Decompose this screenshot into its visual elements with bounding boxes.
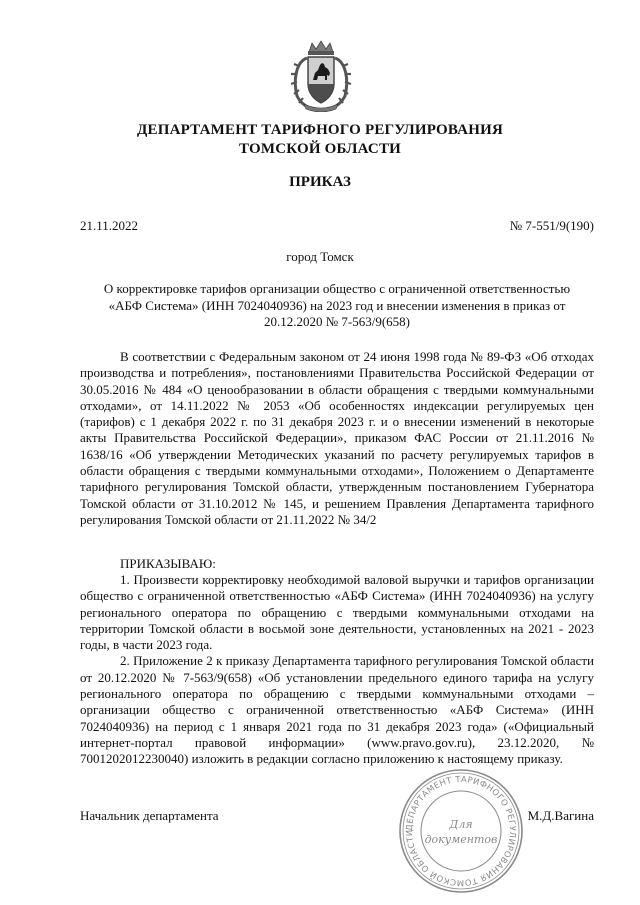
official-stamp xyxy=(398,768,524,894)
subject-line: 20.12.2020 № 7-563/9(658) xyxy=(263,314,410,329)
department-name-line2: ТОМСКОЙ ОБЛАСТИ xyxy=(238,141,402,157)
stamp-center-line1: Для xyxy=(449,818,473,831)
preamble-paragraph: В соответствии с Федеральным законом от 24 июня 1998 года № 89-ФЗ «Об отходах производства и потребления», постановлениями Правительства Российской Федерации от 30.05.2016 № 484 «О ценообразовании в области обращения с твердыми коммунальными отходами», от 14.11.2022 № 2053 «Об особенностях индексации регулируемых цен (тарифов) с 1 декабря 2022 г. по 31 декабря 2023 г. и о внесении изменений в некоторые акты Правительства Российской Федерации», приказом ФАС России от 21.11.2016 № 1638/16 «Об утверждении Методических указаний по расчету регулируемых тарифов в области обращения с твердыми коммунальными отходами», Положением о Департаменте тарифного регулирования Томской области, утвержденным постановлением Губернатора Томской области от 31.10.2012 № 145, и решением Правления Департамента тарифного регулирования Томской области от 21.11.2022 № 34/2 xyxy=(80,349,594,527)
order-date: 21.11.2022 xyxy=(80,218,139,233)
order-city: город Томск xyxy=(286,249,354,264)
order-number: № 7-551/9(190) xyxy=(509,218,594,233)
department-name-line1: ДЕПАРТАМЕНТ ТАРИФНОГО РЕГУЛИРОВАНИЯ xyxy=(137,122,503,138)
signatory-name: М.Д.Вагина xyxy=(527,808,594,823)
document-type-title: ПРИКАЗ xyxy=(289,174,351,190)
order-points xyxy=(80,572,594,768)
stamp-ring-text: ДЕПАРТАМЕНТ ТАРИФНОГО РЕГУЛИРОВАНИЯ ТОМСКОЙ ОБЛАСТИ xyxy=(403,773,519,889)
order-preamble xyxy=(80,349,594,528)
subject-line: О корректировке тарифов организации общество с ограниченной ответственностью xyxy=(103,281,571,296)
subject-line: «АБФ Система» (ИНН 7024040936) на 2023 год и внесении изменения в приказ от xyxy=(108,297,566,313)
signatory-position: Начальник департамента xyxy=(80,808,219,823)
order-directive-word: ПРИКАЗЫВАЮ: xyxy=(120,556,216,571)
stamp-center-line2: документов xyxy=(424,833,498,846)
order-subject xyxy=(80,281,594,331)
order-point-2: 2. Приложение 2 к приказу Департамента тарифного регулирования Томской области от 20.12.2020 № 7-563/9(658) «Об установлении предельного единого тарифа на услугу регионального оператора по обращению с твердыми коммунальными отходами – организации общество с ограниченной ответственностью «АБФ Система» (ИНН 7024040936) на период с 1 января 2021 года по 31 декабря 2023 года» («Официальный интернет-портал правовой информации» (www.pravo.gov.ru), 23.12.2020, № 7001202012230040) изложить в редакции согласно приложению к настоящему приказу. xyxy=(80,653,594,767)
tomsk-coat-of-arms-icon xyxy=(290,40,352,112)
order-point-1: 1. Произвести корректировку необходимой валовой выручки и тарифов организации общество с ограниченной ответственностью «АБФ Система» (ИНН 7024040936) на услугу регионального оператора по обращению с твердыми коммунальными отходами на территории Томской области в восьмой зоне деятельности, установленных на 2021 - 2023 годы, в части 2023 года. xyxy=(80,572,594,653)
